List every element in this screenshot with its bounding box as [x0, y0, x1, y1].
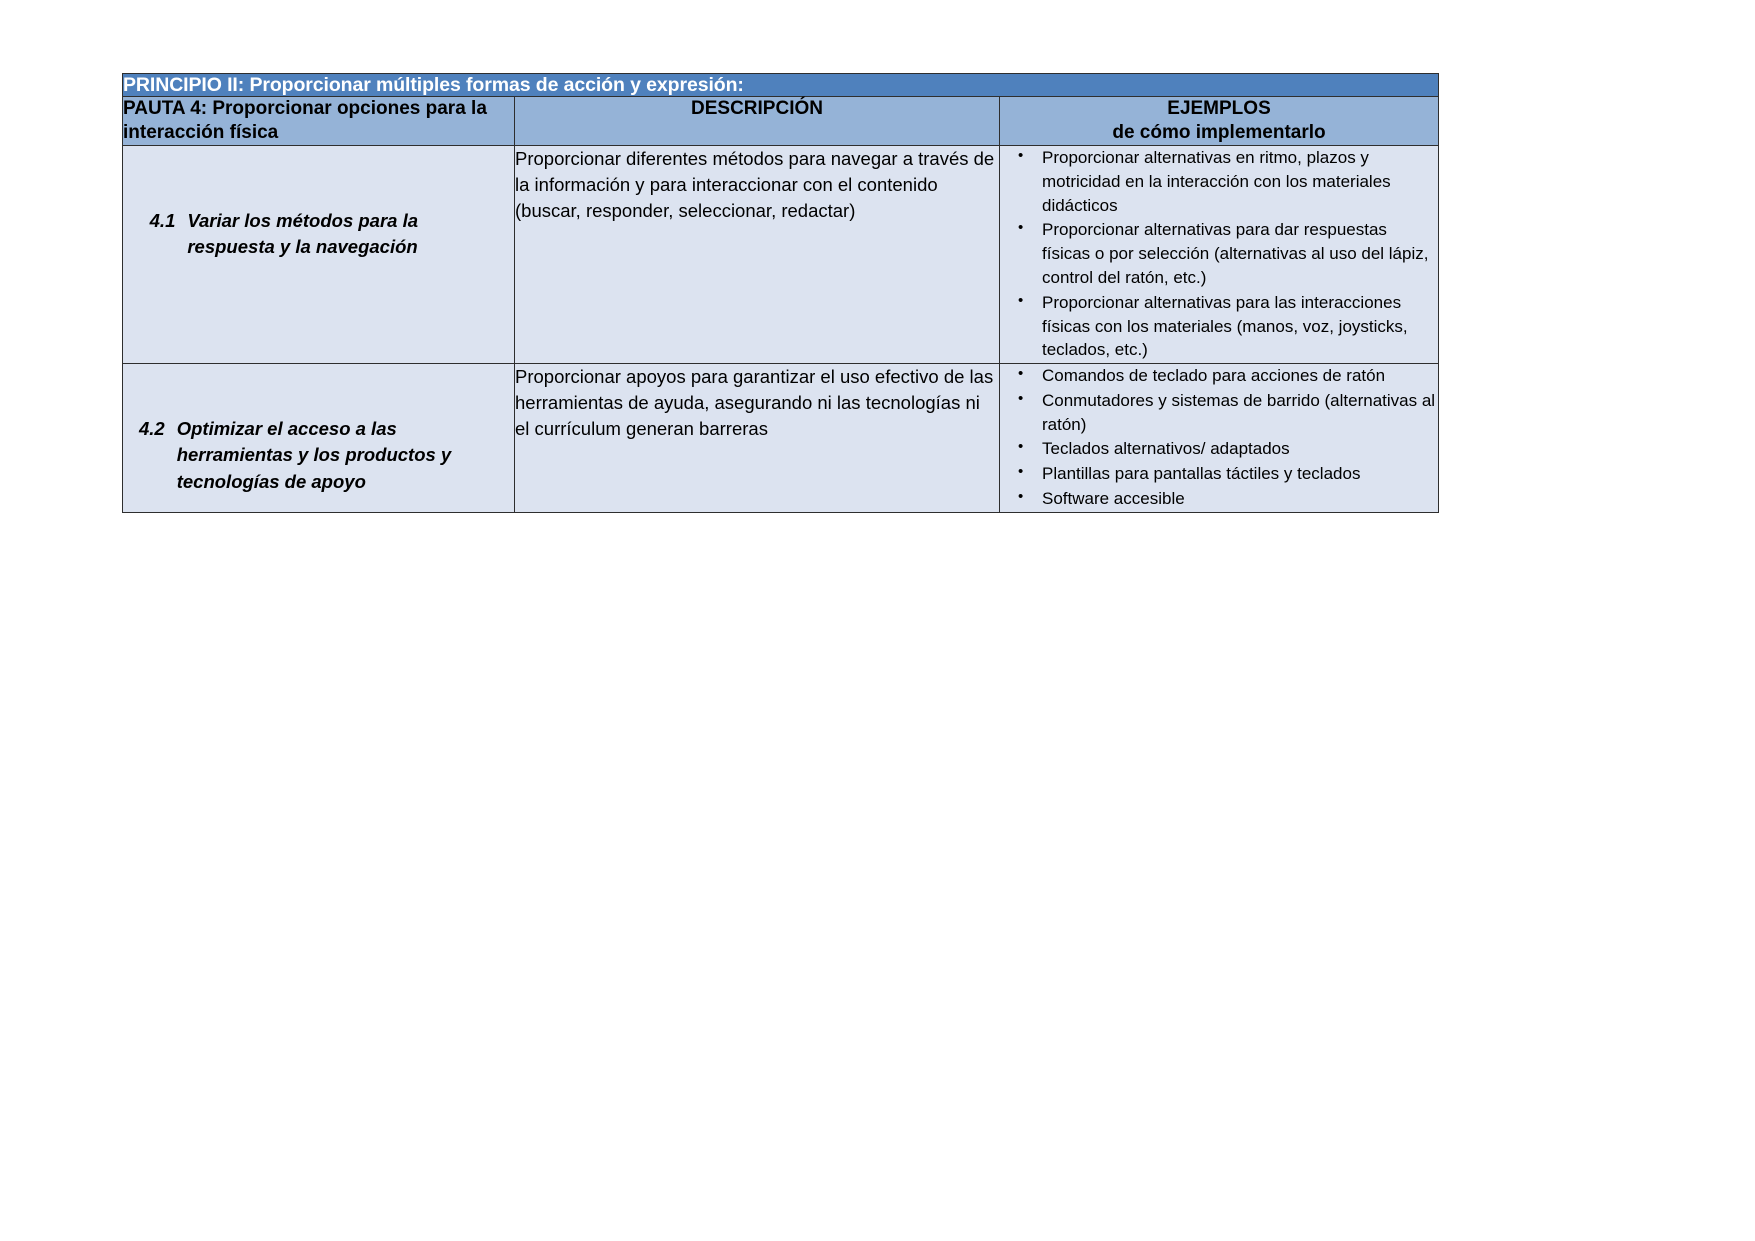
row-4-2-pauta-cell	[123, 364, 515, 513]
row-4-1-descripcion-text: Proporcionar diferentes métodos para navegar a través de la información y para interaccionar con el contenido (buscar, responder, seleccionar, redactar)	[515, 147, 995, 221]
list-item-text: Conmutadores y sistemas de barrido (alternativas al ratón)	[1042, 390, 1436, 434]
list-item	[1018, 462, 1438, 486]
header-pauta-title: PAUTA 4: Proporcionar opciones para la interacción física	[123, 97, 515, 146]
bullet-icon: •	[1018, 219, 1024, 237]
list-item	[1018, 437, 1438, 461]
row-4-2-descripcion-text: Proporcionar apoyos para garantizar el uso efectivo de las herramientas de ayuda, asegurando ni las tecnologías ni el currículum generan barreras	[515, 366, 994, 439]
row-4-1-number: 4.1	[149, 209, 176, 231]
header-descripcion-title: DESCRIPCIÓN	[515, 97, 1000, 146]
header-ejemplos-cell	[1000, 97, 1439, 146]
header-ejemplos-subtitle: de cómo implementarlo	[1112, 122, 1326, 144]
list-item	[1018, 146, 1438, 217]
row-4-2-pauta-text: Optimizar el acceso a las herramientas y los productos y tecnologías de apoyo	[176, 418, 452, 492]
row-4-2-ejemplos-cell	[1000, 364, 1439, 513]
table-row	[123, 364, 1439, 513]
list-item-text: Plantillas para pantallas táctiles y teclados	[1042, 464, 1361, 484]
row-4-2-descripcion-cell	[515, 364, 1000, 513]
list-item	[1018, 487, 1438, 511]
row-4-2-ejemplos-list	[1000, 364, 1438, 511]
dua-guidelines-table	[122, 73, 1439, 513]
bullet-icon: •	[1018, 291, 1024, 309]
row-4-1-ejemplos-list	[1000, 146, 1438, 362]
list-item-text: Comandos de teclado para acciones de ratón	[1042, 366, 1386, 386]
list-item-text: Teclados alternativos/ adaptados	[1042, 439, 1290, 459]
row-4-1-pauta-cell	[123, 145, 515, 363]
list-item-text: Proporcionar alternativas para dar respuestas físicas o por selección (alternativas al uso del lápiz, control del ratón, etc.)	[1042, 220, 1429, 287]
principle-banner-row	[123, 74, 1439, 97]
bullet-icon: •	[1018, 389, 1024, 407]
list-item-text: Proporcionar alternativas para las interacciones físicas con los materiales (manos, voz, joysticks, teclados, etc.)	[1042, 292, 1408, 360]
list-item	[1018, 218, 1438, 289]
principle-banner-text: PRINCIPIO II: Proporcionar múltiples formas de acción y expresión:	[123, 74, 1439, 97]
bullet-icon: •	[1018, 438, 1024, 456]
bullet-icon: •	[1018, 365, 1024, 383]
row-4-1-pauta-text: Variar los métodos para la respuesta y la navegación	[187, 209, 419, 258]
list-item	[1018, 364, 1438, 388]
bullet-icon: •	[1018, 463, 1024, 481]
list-item-text: Proporcionar alternativas en ritmo, plazos y motricidad en la interacción con los materiales didácticos	[1042, 147, 1391, 215]
list-item	[1018, 389, 1438, 437]
dua-table-container	[122, 73, 1438, 513]
column-header-row	[123, 97, 1439, 146]
row-4-1-descripcion-cell	[515, 145, 1000, 363]
bullet-icon: •	[1018, 146, 1024, 164]
list-item-text: Software accesible	[1042, 489, 1185, 509]
header-ejemplos-title: EJEMPLOS	[1167, 98, 1271, 120]
list-item	[1018, 291, 1438, 362]
row-4-1-ejemplos-cell	[1000, 145, 1439, 363]
bullet-icon: •	[1018, 488, 1024, 506]
row-4-2-number: 4.2	[139, 418, 165, 440]
table-row	[123, 145, 1439, 363]
